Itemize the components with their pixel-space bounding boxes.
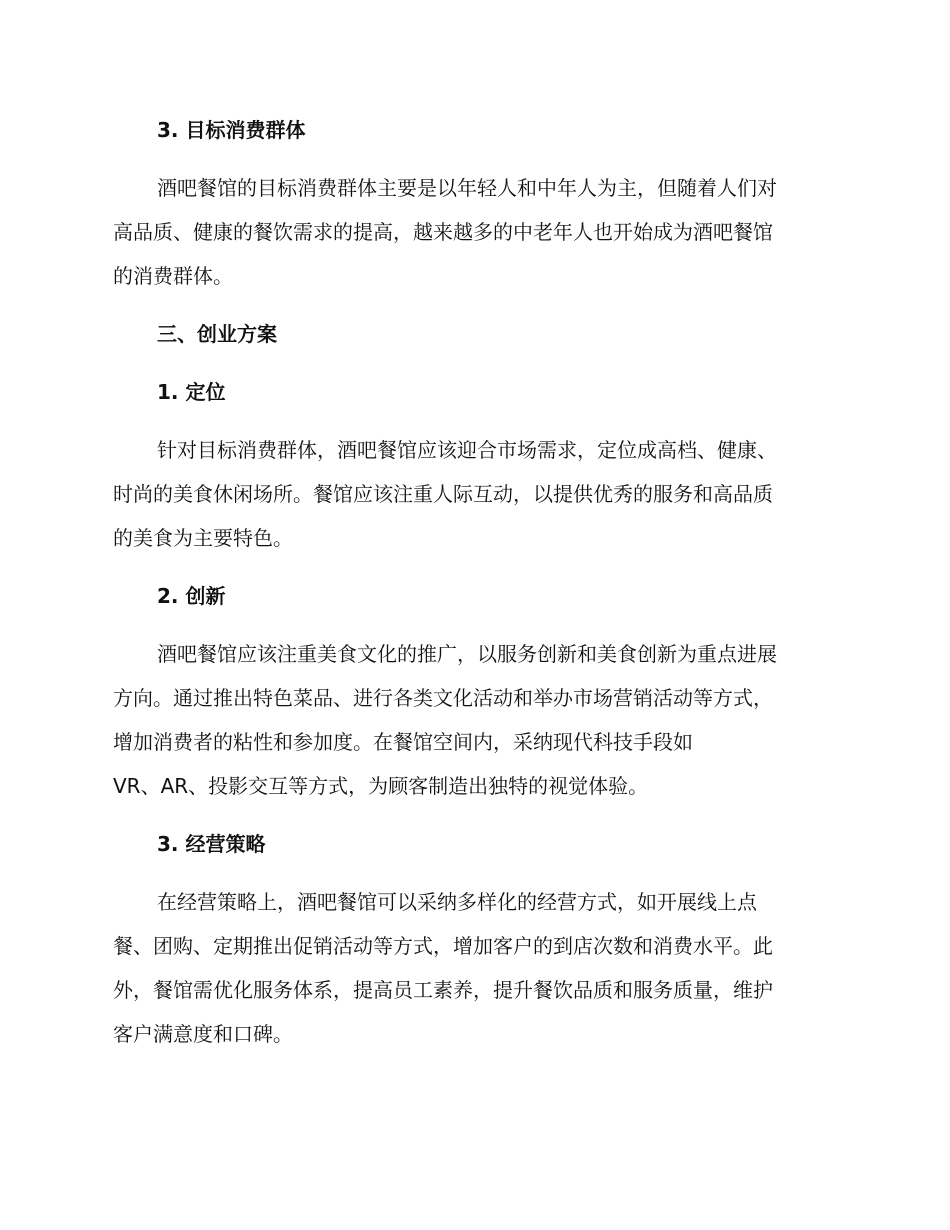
paragraph-line: VR、AR、投影交互等方式，为顾客制造出独特的视觉体验。 — [113, 774, 649, 798]
section-heading-business-plan: 三、创业方案 — [157, 322, 277, 346]
paragraph-line: 增加消费者的粘性和参加度。在餐馆空间内，采纳现代科技手段如 — [113, 730, 693, 754]
section-heading-business-strategy: 3. 经营策略 — [157, 832, 266, 856]
paragraph-line: 的消费群体。 — [113, 264, 233, 288]
section-heading-innovation: 2. 创新 — [157, 584, 226, 608]
paragraph-line: 外，餐馆需优化服务体系，提高员工素养，提升餐饮品质和服务质量，维护 — [113, 978, 773, 1002]
section-heading-target-consumers: 3. 目标消费群体 — [157, 118, 306, 142]
paragraph-line: 时尚的美食休闲场所。餐馆应该注重人际互动，以提供优秀的服务和高品质 — [113, 482, 773, 506]
paragraph-line: 酒吧餐馆应该注重美食文化的推广，以服务创新和美食创新为重点进展 — [157, 642, 777, 666]
paragraph-line: 方向。通过推出特色菜品、进行各类文化活动和举办市场营销活动等方式， — [113, 686, 773, 710]
paragraph-line: 在经营策略上，酒吧餐馆可以采纳多样化的经营方式，如开展线上点 — [157, 890, 757, 914]
section-heading-positioning: 1. 定位 — [157, 380, 226, 404]
paragraph-line: 餐、团购、定期推出促销活动等方式，增加客户的到店次数和消费水平。此 — [113, 934, 773, 958]
paragraph-line: 针对目标消费群体，酒吧餐馆应该迎合市场需求，定位成高档、健康、 — [157, 438, 777, 462]
paragraph-line: 客户满意度和口碑。 — [113, 1022, 293, 1046]
paragraph-line: 酒吧餐馆的目标消费群体主要是以年轻人和中年人为主，但随着人们对 — [157, 176, 777, 200]
paragraph-line: 高品质、健康的餐饮需求的提高，越来越多的中老年人也开始成为酒吧餐馆 — [113, 220, 773, 244]
paragraph-line: 的美食为主要特色。 — [113, 526, 293, 550]
